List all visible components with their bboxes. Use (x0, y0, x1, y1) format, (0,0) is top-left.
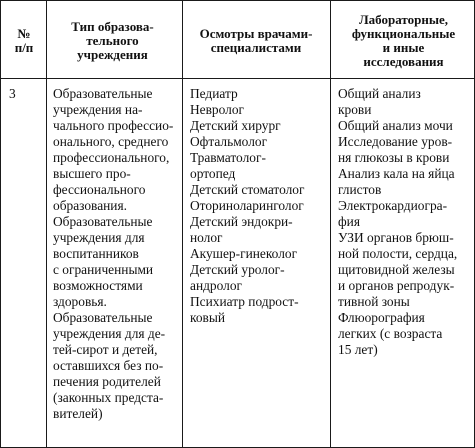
header-specialists-line: специалистами (210, 39, 302, 55)
institution-types-cell (53, 86, 181, 422)
institution-type-line: (законных предста- (53, 390, 164, 405)
specialist-line: Оториноларинголог (190, 198, 304, 213)
institution-type-line: здоровья. (53, 294, 107, 309)
specialist-line: Невролог (190, 102, 245, 117)
specialist-line: Детский стоматолог (190, 182, 305, 197)
lab-test-line: ной полости, сердца, (338, 246, 458, 261)
lab-test-line: фия (338, 214, 361, 229)
lab-test-line: крови (338, 102, 372, 117)
specialists-cell (190, 86, 331, 326)
institution-type-line: Образовательные (53, 86, 153, 101)
header-institution-line: тельного (86, 32, 139, 48)
institution-type-line: учреждения для (53, 230, 145, 245)
header-lab-tests (333, 3, 474, 78)
row-number: 3 (9, 86, 16, 101)
specialist-line: ортопед (190, 166, 236, 181)
column-divider (182, 1, 183, 447)
specialist-line: Психиатр подрост- (190, 294, 299, 309)
institution-type-line: тей-сирот и детей, (53, 342, 158, 357)
lab-test-line: Флюорография (338, 310, 425, 325)
lab-test-line: тивной зоны (338, 294, 410, 309)
column-divider (46, 1, 47, 447)
institution-type-line: чального профессио- (53, 118, 174, 133)
header-lab-line: исследования (363, 53, 444, 69)
institution-type-line: возможностями (53, 278, 143, 293)
specialist-line: ковый (190, 310, 226, 325)
institution-type-line: онального, среднего (53, 134, 169, 149)
lab-test-line: Общий анализ (338, 86, 421, 101)
institution-type-line: профессионального, (53, 150, 170, 165)
institution-type-line: Образовательные (53, 214, 153, 229)
specialist-line: андролог (190, 278, 243, 293)
institution-type-line: печения родителей (53, 374, 161, 389)
lab-test-line: и органов репродук- (338, 278, 455, 293)
institution-type-line: учреждения для де- (53, 326, 166, 341)
specialist-line: Детский эндокри- (190, 214, 293, 229)
header-specialists-line: Осмотры врачами- (199, 25, 313, 41)
institution-type-line: вителей) (53, 406, 103, 421)
lab-test-line: щитовидной железы (338, 262, 455, 277)
header-institution-type (48, 3, 177, 78)
institution-type-line: оставшихся без по- (53, 358, 164, 373)
header-divider (1, 78, 474, 79)
header-lab-line: функциональные (351, 25, 456, 41)
specialist-line: Детский хирург (190, 118, 281, 133)
header-specialists (184, 3, 328, 78)
institution-type-line: образования. (53, 198, 127, 213)
header-institution-line: учреждения (77, 46, 148, 62)
specialist-line: Офтальмолог (190, 134, 268, 149)
header-lab-line: Лабораторные, (358, 11, 448, 27)
institution-type-line: с ограниченными (53, 262, 154, 277)
lab-test-line: глистов (338, 182, 382, 197)
institution-type-line: воспитанников (53, 246, 139, 261)
lab-test-line: Общий анализ мочи (338, 118, 453, 133)
specialist-line: Педиатр (190, 86, 238, 101)
lab-test-line: УЗИ органов брюш- (338, 230, 454, 245)
lab-test-line: ня глюкозы в крови (338, 150, 450, 165)
lab-test-line: легких (с возраста (338, 326, 443, 341)
header-number-line: п/п (14, 39, 34, 55)
lab-test-line: Исследование уров- (338, 134, 453, 149)
header-number (2, 3, 46, 78)
institution-type-line: высшего про- (53, 166, 131, 181)
header-number-line: № (17, 25, 31, 41)
header-lab-line: и иные (382, 39, 425, 55)
institution-type-line: фессионального (53, 182, 146, 197)
institution-type-line: Образовательные (53, 310, 153, 325)
lab-test-line: Анализ кала на яйца (338, 166, 455, 181)
lab-test-line: 15 лет) (338, 342, 378, 357)
specialist-line: нолог (190, 230, 223, 245)
specialist-line: Травматолог- (190, 150, 266, 165)
specialist-line: Акушер-гинеколог (190, 246, 298, 261)
lab-test-line: Электрокардиогра- (338, 198, 448, 213)
header-institution-line: Тип образова- (71, 18, 154, 34)
specialist-line: Детский уролог- (190, 262, 285, 277)
lab-tests-cell (338, 86, 474, 358)
institution-type-line: учреждения на- (53, 102, 143, 117)
